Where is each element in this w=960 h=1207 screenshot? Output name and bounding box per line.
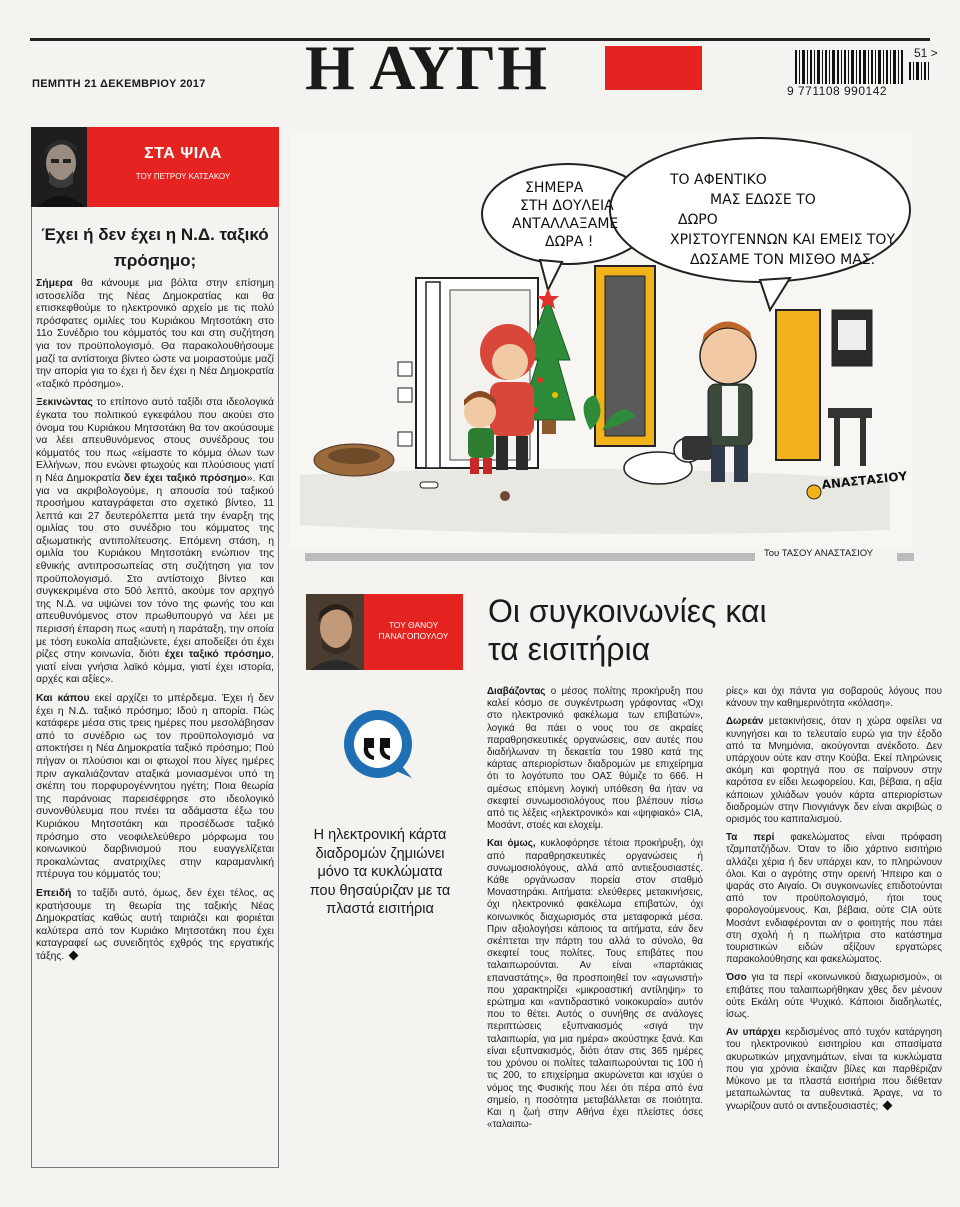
newspaper-title: Η ΑΥΓΗ [305, 32, 548, 103]
article-title-nd: Έχει ή δεν έχει η Ν.Δ. ταξικό πρόσημο; [41, 225, 269, 270]
caption-rule [305, 553, 755, 561]
caption-rule-end [897, 553, 914, 561]
column-author: ΤΟΥ ΘΑΝΟΥ ΠΑΝΑΓΟΠΟΥΛΟΥ [378, 620, 449, 641]
column-label: ΣΤΑ ΨΙΛΑ [144, 145, 222, 162]
article-body-transport-col2 [726, 686, 942, 1119]
paragraph: Τα περί φακελώματος είναι πρόφαση τζαμπατζήδων. Όταν το ίδιο χάρτινο εισιτήριο αλλάζει χέρια ή δεν υπάρχει καν, το πληρώνουν όλοι. Και ο αγρότης στην ορεινή Ήπειρο και ο ψαράς στο Αιγαίο. Οι συγκοινωνίες επιδοτούνται από τον προϋπολογισμό, ήτοι τους φορολογούμενους. Και, βέβαια, ούτε CIA ούτε Μοσάντ ενδιαφέρονται αν ο φοιτητής που πάει στη σχολή ή η πωλήτρια στο κατάστημα τουριστικών ειδών αξίζουν εργατώρες παρακολούθησης και φακελώματος. [726, 832, 942, 966]
addon-barcode-icon [909, 62, 929, 80]
column-header-sta-psila [87, 127, 279, 207]
article-body-transport-col1 [487, 686, 703, 1137]
speech-left: ΣΗΜΕΡΑ ΣΤΗ ΔΟΥΛΕΙΑ ΑΝΤΑΛΛΑΞΑΜΕ ΔΩΡΑ ! [512, 180, 619, 250]
cartoon-caption: Του ΤΑΣΟΥ ΑΝΑΣΤΑΣΙΟΥ [764, 548, 874, 559]
speech-right: ΤΟ ΑΦΕΝΤΙΚΟ ΜΑΣ ΕΔΩΣΕ ΤΟ ΔΩΡΟ ΧΡΙΣΤΟΥΓΕΝΝΩΝ ΚΑΙ ΕΜΕΙΣ ΤΟΥ ΔΩΣΑΜΕ ΤΟΝ ΜΙΣΘΟ ΜΑΣ. [670, 172, 895, 268]
paragraph: Αν υπάρχει κερδισμένος από τυχόν κατάργηση του ηλεκτρονικού εισιτηρίου και σπασίματα ακυρωτικών μηχανημάτων, είναι τα κυκλώματα που για χρόνια έκαιζαν βίλες και παρθέριζαν Μύκονο με τα πλαστά εισιτήρια που διέθεταν μεταπωλώντας τα αυθεντικά. Άραγε, να το γνωρίζουν αυτό οι αντιεξουσιαστές; [726, 1027, 942, 1112]
author-photo-katsakos [31, 127, 87, 207]
cartoonist-signature: ΑΝΑΣΤΑΣΙΟΥ [821, 469, 908, 492]
barcode-number: 9 771108 990142 [787, 84, 888, 98]
article-title-transport: Οι συγκοινωνίες και τα εισιτήρια [488, 593, 767, 667]
editorial-cartoon [290, 130, 912, 548]
end-mark-icon [883, 1100, 893, 1110]
end-mark-icon [69, 950, 79, 960]
barcode-icon [795, 50, 903, 84]
article-body-nd [36, 278, 274, 969]
paragraph: Και όμως, κυκλοφόρησε τέτοια προκήρυξη, όχι από παραθρησκευτικές οργανώσεις ή συνωμοσιολόγους, αλλά από αντιεξουσιαστές. Κάθε οργάνωσαν πορεία στον σταθμό Μοναστηράκι. Αιτήματα: ελεύθερες μετακινήσεις, όχι ηλεκτρονικό φακέλωμα επιβατών, όχι κοινωνικός διαχωρισμός στα μεταφορικά μέσα. Πριν αξιολογήσει κάποιος τα αιτήματα, εάν δεν σκέπτεται την πάρτη του αλλά το σύνολο, θα σκεφτεί τους πολίτες. Τους επιβάτες που ταλαιπωρούνται. Αν είναι «παρτάκιας επαναστάτης», θα προσποιηθεί τον «αγωνιστή» που χαρακτηρίζει «μικροαστική αντίληψη» το ερώτημα και «αντιδραστικό νοικοκυραίο» αυτόν που το θέτει. Αυτός ο συνήθης σε ανάλογες περιπτώσεις εξυπνακισμός «σιγά την ταλαιπωρία, για μια ημέρα» ακούστηκε ξανά. Και είναι εξυπνακισμός, διότι όταν στις 365 ημέρες του χρόνου οι πολίτες ταλαιπωρούνται τις 100 ή τις 200, το επιχείρημα ακυρώνεται και ισχύει ο νόμος της Φυσικής που λέει ότι πέρα από ένα σημείο, η ποσότητα μεταβάλλεται σε ποιότητα. Και η ζωή στην Αθήνα έχει πλείστες όσες «ταλαιπω- [487, 838, 704, 1131]
issue-date: ΠΕΜΠΤΗ 21 ΔΕΚΕΜΒΡΙΟΥ 2017 [32, 78, 206, 90]
paragraph: Σήμερα θα κάνουμε μια βόλτα στην επίσημη ιστοσελίδα της Νέας Δημοκρατίας και θα επισκεφθούμε το ηλεκτρονικό αρχείο με τις πολύ πρόσφατες ομιλίες του Κυριάκου Μητσοτάκη στο 11ο Συνέδριο του κόμματός του και στη συζήτηση για τον προϋπολογισμό. Θα παρακολουθήσουμε μαζί τα αντίστοιχα βίντεο ώστε να μοιραστούμε μαζί την απορία για το έχει ή δεν έχει η Νέα Δημοκρατία «ταξικό πρόσημο». [36, 278, 274, 390]
paragraph: Επειδή το ταξίδι αυτό, όμως, δεν έχει τέλος, ας κρατήσουμε τη θεωρία της ταξικής Νέας Δημοκρατίας καθώς αυτή ταιριάζει και φοριέται καλύτερα από τον Κυριάκο Μητσοτάκη που έχει καταγραφεί ως συνειδητός εχθρός της εργατικής τάξης. [36, 887, 274, 962]
paragraph: Και κάπου εκεί αρχίζει το μπέρδεμα. Έχει ή δεν έχει η Ν.Δ. ταξικό πρόσημο; Ιδού η απορία. Πώς κατάφερε μέσα στις τρεις ημέρες που μεσολάβησαν από το συνέδριο ως τον προϋπολογισμό να αποκτήσει η Νέα Δημοκρατία ταξικό πρόσημο; Πού πήγαν οι πλούσιοι και οι φτωχοί που λίγες ημέρες πριν αγκαλιάζονταν αταξικά μονιασμένοι υπό τη σκέπη του πορφυρογέννητου ηγέτη; Ποια θεωρία της παράνοιας παρεισέφρησε στο ιδεολογικό συνονθύλευμα που πνέει τα αδάμαστα έξω του Κυριάκου Μητσοτάκη και προσέδωσε ταξικό πρόσημο στο νεοφιλελεύθερο μόρφωμα του κοινωνικού δαρβινισμού που ευαγγελίζεται προκαλώντας ανατριχίλες στην καραμανλική πτέρυγα του κόμματός του; [36, 693, 275, 881]
paragraph: Διαβάζοντας ο μέσος πολίτης προκήρυξη που καλεί κόσμο σε συγκέντρωση γράφοντας «Όχι στο ηλεκτρονικό φακέλωμα των επιβατών», λογικά θα πάει ο νους του σε ακραίες παραθρησκευτικές οργανώσεις, σαν αυτές που διαδήλωναν τη δεκαετία του 1980 κατά της κάρτας απεριορίστων διαδρομών με επιχείρημα ότι το λογότυπο του ΟΑΣ θύμιζε το 666. Η αμέσως επόμενη λογική υπόθεση θα ήταν να σκεφτεί συνωμοσιολόγους που βλέπουν πίσω από τις λέξεις «ηλεκτρονικό» και «ψηφιακό» CIA, Μοσάντ, στοές και ελοχείμ. [487, 686, 703, 832]
quote-icon [342, 708, 414, 780]
masthead-red-block [605, 46, 702, 90]
author-photo-panagopoulos [306, 594, 364, 670]
column-author: ΤΟΥ ΠΕΤΡΟΥ ΚΑΤΣΑΚΟΥ [135, 172, 231, 181]
paragraph: Ξεκινώντας το επίπονο αυτό ταξίδι στα ιδεολογικά έγκατα του πολιτικού εγκεφάλου που ακούει στο όνομα του Κυριάκου Μητσοτάκη θα τον ακούσουμε να λέει απευθυνόμενος στους συνέδρους του κόμματός του πως «είμαστε το κόμμα όλων των Ελλήνων, που ενώνει φτωχούς και πλούσιους γιατί η Νέα Δημοκρατία δεν έχει ταξικό πρόσημο». Και για να ακριβολογούμε, η απουσία τού ταξικού προσήμου καταγράφεται στο σχετικό βίντεο, 11 λεπτά και 27 δευτερόλεπτα μετά την έναρξη της ομιλίας του στο συνέδριο του κόμματος της αξιωματικής αντιπολίτευσης. Επόμενη στάση, η ομιλία του Κυριάκου Μητσοτάκη ενώπιον της εθνικής αντιπροσωπείας στη συζήτηση για τον προϋπολογισμό. Στο αντίστοιχο βίντεο και συγκεκριμένα στο 50ό λεπτό, ακούμε τον αρχηγό της Ν.Δ. να υψώνει τον τόνο της φωνής του και απευθυνόμενος στον πρωθυπουργό να λέει με περισσή έπαρση πως «αυτή η παράταξη, την οποία με τόση ευκολία απαξιώνετε, έχει αποδείξει ότι έχει ρίζες στην κοινωνία, διότι έχει ταξικό πρόσημο, γιατί είναι γνήσια λαϊκό κόμμα, γιατί έχει ιστορία, αρχές και αξίες». [36, 397, 274, 686]
column-header-panagopoulos [364, 594, 463, 670]
pull-quote: Η ηλεκτρονική κάρτα διαδρομών ζημιώνει μόνο τα κυκλώματα που θησαύριζαν με τα πλαστά εισιτήρια [309, 827, 451, 917]
page-number: 51 > [914, 46, 938, 60]
paragraph: ρίες» και όχι πάντα για σοβαρούς λόγους που κάνουν την καθημερινότητα «κόλαση». [726, 686, 942, 710]
paragraph: Όσο για τα περί «κοινωνικού διαχωρισμού», οι επιβάτες που ταλαιπωρήθηκαν χθες δεν μένουν ούτε Εκάλη ούτε Ψυχικό. Κάποιοι διαδηλωτές, ίσως. [726, 972, 942, 1021]
paragraph: Δωρεάν μετακινήσεις, όταν η χώρα οφείλει να κυνηγήσει και το τελευταίο ευρώ για την έξοδο από τα Μνημόνια, ακούγονται ανέκδοτο. Δεν υπάρχουν ούτε καν στην Κούβα. Εκεί πληρώνεις ακόμη και φορτηγά που σε παίρνουν στην καρότσα εν είδει λεωφορείου. Και, βέβαια, η αξία κάποιων χιλιάδων γουόν κάρτα απεριορίστων διαδρομών στην Πιονγιάνγκ δεν είναι ακριβώς ο ορισμός του καπιταλισμού. [726, 716, 942, 826]
